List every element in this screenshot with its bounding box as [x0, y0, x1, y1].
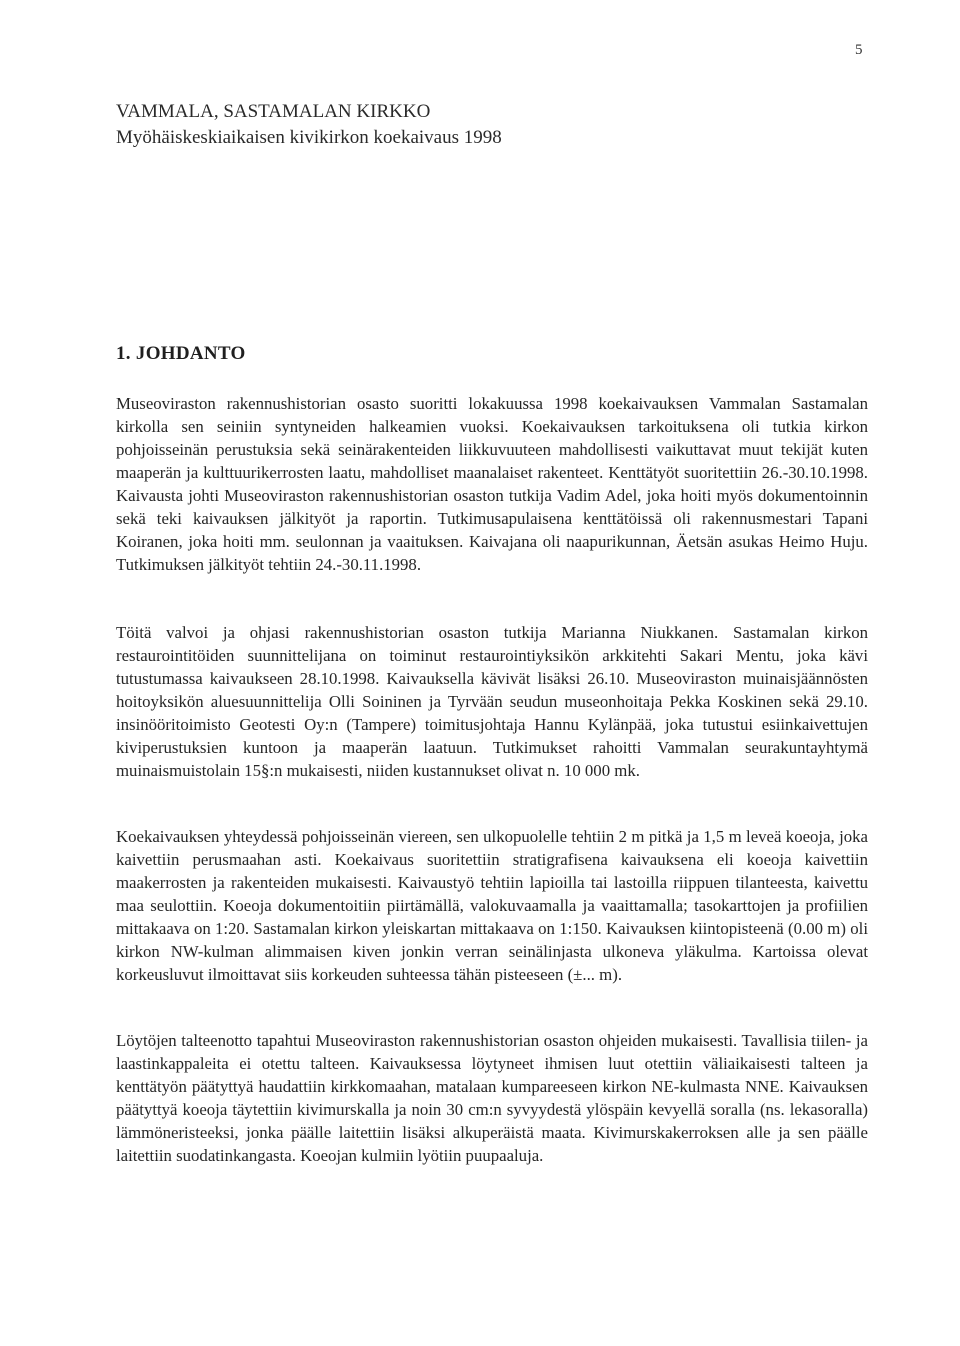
- document-title: VAMMALA, SASTAMALAN KIRKKO: [116, 101, 431, 122]
- paragraph-methods: Koekaivauksen yhteydessä pohjoisseinän viereen, sen ulkopuolelle tehtiin 2 m pitkä ja 1,5 m leveä koeoja, joka kaivettiin perusmaahan asti. Koekaivaus suoritettiin stratigrafisena kaivauksena eli koeoja kaivettiin maakerrosten ja rakenteiden mukaisesti. Kaivaustyö tehtiin lapioilla tai lastoilla riippuen tilanteesta, kaivettu maa seulottiin. Koeoja dokumentoitiin piirtämällä, valokuvaamalla ja vaaittamalla; tasokarttojen ja profiilien mittakaava on 1:20. Sastamalan kirkon yleiskartan mittakaava on 1:150. Kaivauksen kiintopisteenä (0.00 m) oli kirkon NW-kulman alimmaisen kiven jonkin verran seinälinjasta ulkoneva yläkulma. Kartoissa olevat korkeusluvut ilmoittavat siis korkeuden suhteessa tähän pisteeseen (±... m).: [116, 827, 868, 984]
- section-heading: 1. JOHDANTO: [116, 343, 246, 364]
- paragraph-finds: Löytöjen talteenotto tapahtui Museoviraston rakennushistorian osaston ohjeiden mukaisesti. Tavallisia tiilen- ja laastinkappaleita ei otettu talteen. Kaivauksessa löytyneet ihmisen luut otettiin väliaikaisesti talteen ja kenttätyön päätyttyä haudattiin kirkkomaahan, matalaan kumpareeseen kirkon NE-kulmasta NNE. Kaivauksen päätyttyä koeoja täytettiin kivimurskalla ja noin 30 cm:n syvyydestä ylöspäin kevyellä soralla (ns. lekasoralla) lämmöneristeeksi, jonka päälle laitettiin lisäksi alkuperäistä maata. Kivimurskakerroksen alle ja sen päälle laitettiin suodatinkangasta. Koeojan kulmiin lyötiin puupaaluja.: [116, 1031, 868, 1165]
- paragraph-supervision: Töitä valvoi ja ohjasi rakennushistorian osaston tutkija Marianna Niukkanen. Sastamalan kirkon restaurointitöiden suunnittelijana on toiminut restaurointiyksikön arkkitehti Sakari Mentu, joka kävi tutustumassa kaivaukseen 28.10.1998. Kaivauksella kävivät lisäksi 26.10. Museoviraston muinaisjäännösten hoitoyksikön aluesuunnittelija Olli Soininen ja Tyrvään seudun museonhoitaja Pekka Koskinen sekä 29.10. insinööritoimisto Geotesti Oy:n (Tampere) toimitusjohtaja Hannu Kylänpää, joka tutustui esiinkaivettujen kiviperustuksien kuntoon ja maaperän laatuun. Tutkimukset rahoitti Vammalan seurakuntayhtymä muinaismuistolain 15§:n mukaisesti, niiden kustannukset olivat n. 10 000 mk.: [116, 623, 868, 780]
- page-number: 5: [855, 42, 863, 58]
- paragraph-intro: Museoviraston rakennushistorian osasto suoritti lokakuussa 1998 koekaivauksen Vammalan Sastamalan kirkolla sen seiniin syntyneiden halkeamien vuoksi. Koekaivauksen tarkoituksena oli tutkia kirkon pohjoisseinän perustuksia sekä seinärakenteiden liikkuvuuteen mahdollisesti vaikuttavat muut tekijät kuten maaperän ja kulttuurikerrosten laatu, mahdolliset maanalaiset rakenteet. Kenttätyöt suoritettiin 26.-30.10.1998. Kaivausta johti Museoviraston rakennushistorian osaston tutkija Vadim Adel, joka hoiti myös dokumentoinnin sekä teki kaivauksen jälkityöt ja raportin. Tutkimusapulaisena kenttätöissä oli rakennusmestari Tapani Koiranen, joka hoiti mm. seulonnan ja vaaituksen. Kaivajana oli naapurikunnan, Äetsän asukas Heimo Huju. Tutkimuksen jälkityöt tehtiin 24.-30.11.1998.: [116, 394, 868, 574]
- document-header: [116, 99, 876, 151]
- document-subtitle: Myöhäiskeskiaikaisen kivikirkon koekaivaus 1998: [116, 127, 502, 148]
